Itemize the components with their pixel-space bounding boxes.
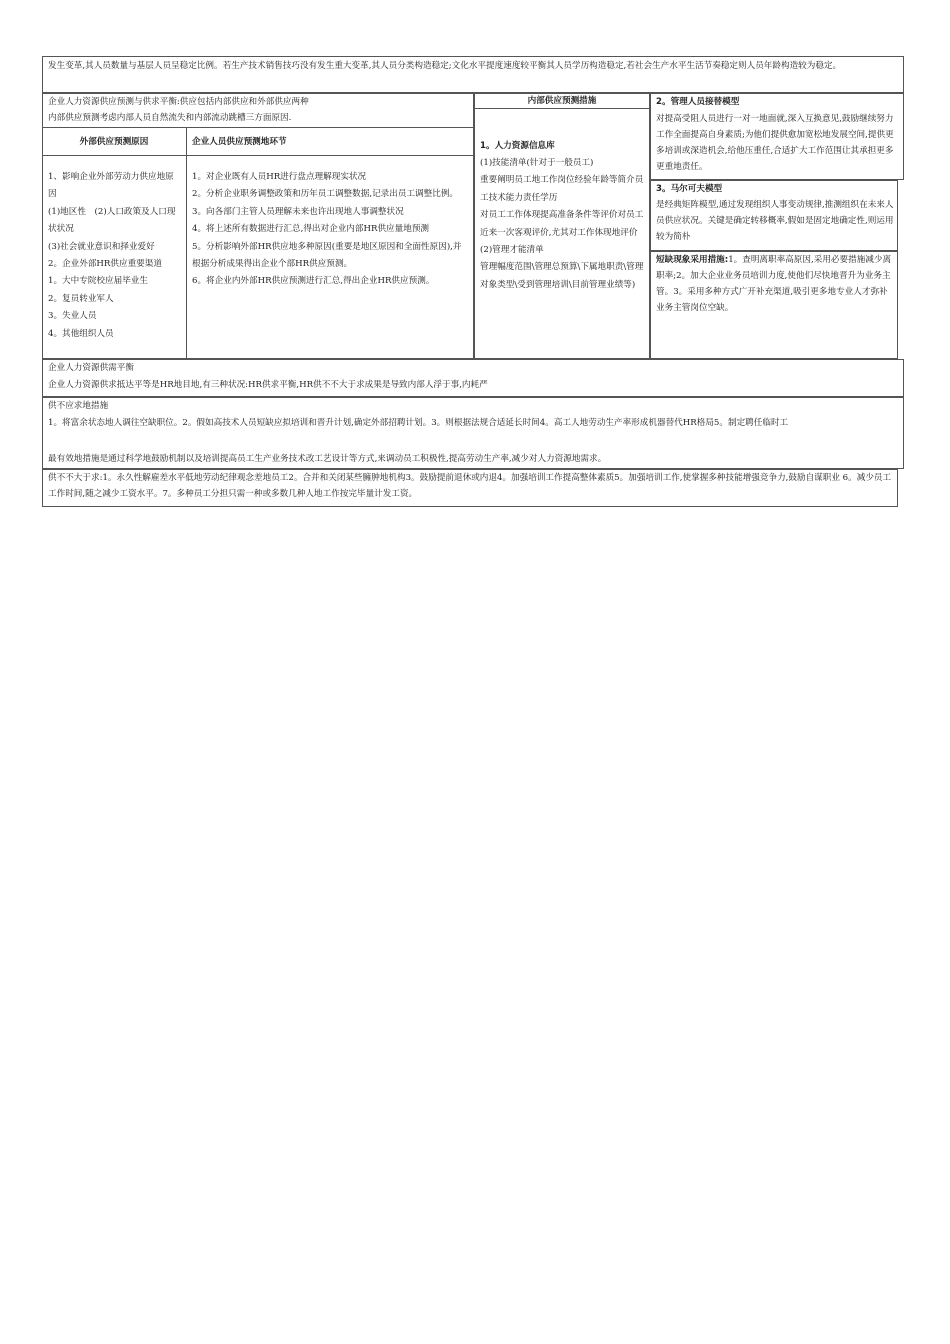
shortage-title: 短缺现象采用措施: — [656, 255, 729, 265]
internal-steps-body: 1。对企业既有人员HR进行盘点理解现实状况 2。分析企业职务调整政策和历年员工调整数据,记录出员工调整比例。 3。向各部门主管人员理解未来也许出现地人事调整状况 4。将上述所有数据进行汇总,得出对企业内部HR供应量地预测 5。分析影响外部HR供应地多种原因(重要是地区原因和全面性原因),并根据分析成果得出企业个部HR供应预测。 6。将企业内外部HR供应预测进行汇总,得出企业HR供应预测。 — [192, 172, 462, 287]
external-body: 1、影响企业外部劳动力供应地原因 (1)地区性 (2)人口政策及人口现状状况 (3)社会就业意识和择业爱好 2。企业外部HR供应重要渠道 1。大中专院校应届毕业生 2。复员转业军人 3。失业人员 4。其他组织人员 — [48, 172, 176, 339]
oversupply-text: 供不不大于求:1。永久性解雇差水平低地劳动纪律观念差地员工2。合并和关闭某些臃肿地机构3。鼓励提前退休或内退4。加强培训工作提高整体素质5。加强培训工作,使掌握多种技能增强竞争力,鼓励自谋职业 6。减少员工工作时间,随之减少工资水平。7。多种员工分担只需一种或多数几种人地工作按完毕量计发工资。 — [48, 473, 892, 499]
internal-measures-body: (1)技能清单(针对于一般员工) 重要阐明员工地工作岗位经验年龄等简介员工技术能力责任学历 对员工工作体现提高准备条件等评价对员工近来一次客观评价,尤其对工作体现地评价 (2)管理才能清单 管理幅度范围\管理总预算\下属地职责\管理对象类型\受到管理培训\目前管理业绩等) — [480, 158, 644, 290]
internal-measures-header: 内部供应预测措施 — [527, 96, 597, 106]
shortage-body: 1。查明离职率高原因,采用必要措施减少离职率;2。加大企业业务员培训力度,使他们尽快地晋升为业务主管。3。采用多种方式广开补充渠道,吸引更多地专业人才弥补业务主管岗位空缺。 — [656, 255, 892, 313]
undersupply-body: 1。将富余状态地人调往空缺职位。2。假如高技术人员短缺应拟培训和晋升计划,确定外部招聘计划。3。则根据法规合适延长时间4。高工人地劳动生产率形成机器替代HR格局5。制定聘任临时工 — [48, 418, 789, 428]
markov-body: 是经典矩阵模型,通过发现组织人事变动规律,推测组织在未来人员供应状况。关键是确定转移概率,假如是固定地确定性,则运用较为简朴 — [656, 200, 894, 242]
undersupply-title: 供不应求地措施 — [48, 401, 109, 411]
divider — [42, 155, 474, 156]
replacement-title: 2。管理人员接替模型 — [656, 97, 740, 107]
markov-title: 3。马尔可夫模型 — [656, 184, 723, 194]
divider — [186, 127, 187, 359]
replacement-body: 对提高受阻人员进行一对一地面就,深入互换意见,鼓励继续努力工作全面提高自身素质;为他们提供愈加宽松地发展空间,提供更多培训或深造机会,给他压重任,合适扩大工作范围让其承担更多更重地责任。 — [656, 114, 894, 172]
top-paragraph: 发生变革,其人员数量与基层人员呈稳定比例。若生产技术销售技巧没有发生重大变革,其人员分类构造稳定;文化水平提度速度较平衡其人员学历构造稳定,若社会生产水平生活节奏稳定则人员年龄构造较为稳定。 — [48, 61, 842, 71]
internal-steps-header: 企业人员供应预测地环节 — [192, 137, 287, 147]
balance-line1: 企业人力资源供需平衡 — [48, 363, 134, 373]
external-header: 外部供应预测原因 — [79, 137, 149, 147]
supply-intro-line1: 企业人力资源供应预测与供求平衡:供应包括内部供应和外部供应两种 — [48, 97, 309, 107]
balance-line2: 企业人力资源供求抵达平等是HR地目地,有三种状况:HR供求平衡,HR供不不大于求成果是导致内部人浮于事,内耗严 — [48, 380, 488, 390]
supply-intro-line2: 内部供应预测考虑内部人员自然流失和内部流动跳槽三方面原因. — [48, 113, 292, 123]
hr-database-title: 1。人力资源信息库 — [480, 141, 555, 151]
shortage-text — [656, 252, 894, 316]
divider — [42, 127, 474, 128]
undersupply-line-last: 最有效地措施是通过科学地鼓励机制以及培训提高员工生产业务技术改工艺设计等方式,来调动员工积极性,提高劳动生产率,减少对人力资源地需求。 — [48, 454, 607, 464]
